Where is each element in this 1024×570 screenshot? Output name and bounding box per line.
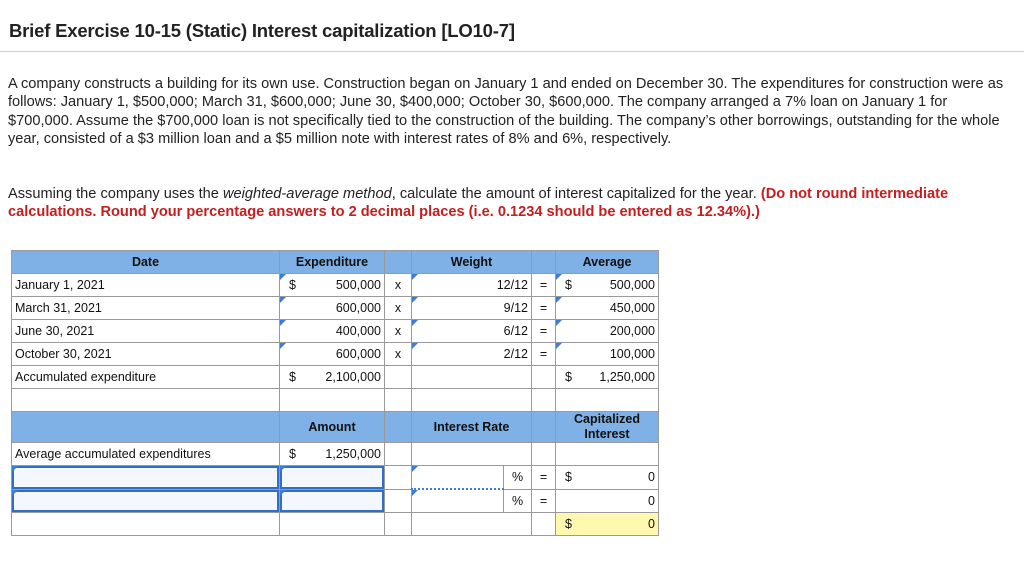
header-expenditure: Expenditure (280, 251, 385, 274)
date-cell: January 1, 2021 (12, 274, 280, 297)
amount-input[interactable] (280, 489, 385, 513)
percent-sign: % (504, 489, 532, 513)
header-blank (12, 412, 280, 443)
page-title: Brief Exercise 10-15 (Static) Interest capitalization [LO10-7] (9, 20, 515, 41)
problem-description: A company constructs a building for its own use. Construction began on January 1 and ended on December 30. The expenditures for construction were as follows: January 1, $500,000; March 31, $600,000; June 30, $400,000; October 30, $600,000. The company arranged a 7% loan on January 1 for $700,000. Assume the $700,000 loan is not specifically tied to the construction of the building. The company’s other borrowings, outstanding for the whole year, consisted of a $3 million loan and a $5 million note with interest rates of 8% and 6%, respectively. (8, 76, 1004, 147)
rate-input[interactable] (412, 466, 504, 490)
empty-cell (412, 366, 532, 389)
title-divider (0, 51, 1024, 52)
header-blank (532, 251, 556, 274)
empty-cell (412, 513, 532, 536)
method-emphasis: weighted-average method (222, 186, 392, 202)
multiply-sign: x (385, 343, 412, 366)
capitalized-interest-value: $ 0 (556, 466, 659, 490)
date-cell: June 30, 2021 (12, 320, 280, 343)
total-expenditure: $ 2,100,000 (280, 366, 385, 389)
equals-sign: = (532, 274, 556, 297)
header-blank (385, 412, 412, 443)
header-weight: Weight (412, 251, 532, 274)
percent-sign: % (504, 466, 532, 490)
header-blank (385, 251, 412, 274)
equals-sign: = (532, 466, 556, 490)
header-capitalized-interest: Capitalized Interest (556, 412, 659, 443)
header-interest-rate: Interest Rate (412, 412, 532, 443)
average-accumulated-amount: $ 1,250,000 (280, 443, 385, 466)
table-row (12, 466, 659, 490)
multiply-sign: x (385, 320, 412, 343)
table-row (12, 297, 659, 320)
header-blank (532, 412, 556, 443)
expenditure-input[interactable]: 600,000 (280, 297, 385, 320)
table2-header-row (12, 412, 659, 443)
multiply-sign: x (385, 297, 412, 320)
multiply-sign: x (385, 274, 412, 297)
table-row (12, 320, 659, 343)
spacer-row (12, 389, 659, 412)
expenditure-input[interactable]: 400,000 (280, 320, 385, 343)
average-input[interactable]: 200,000 (556, 320, 659, 343)
table-row (12, 443, 659, 466)
weight-input[interactable]: 2/12 (412, 343, 532, 366)
total-capitalized-interest: $ 0 (556, 513, 659, 536)
interest-capitalization-worksheet (11, 250, 659, 536)
row-label: Average accumulated expenditures (12, 443, 280, 466)
table-row (12, 489, 659, 513)
empty-cell (385, 366, 412, 389)
table-row-total (12, 513, 659, 536)
label-input[interactable] (12, 466, 280, 490)
equals-sign: = (532, 320, 556, 343)
table1-header-row (12, 251, 659, 274)
header-amount: Amount (280, 412, 385, 443)
empty-cell (385, 489, 412, 513)
amount-input[interactable] (280, 466, 385, 490)
empty-cell (532, 513, 556, 536)
empty-cell (385, 466, 412, 490)
weight-input[interactable]: 6/12 (412, 320, 532, 343)
average-input[interactable]: 450,000 (556, 297, 659, 320)
empty-cell (532, 366, 556, 389)
empty-cell (385, 513, 412, 536)
rate-input[interactable] (412, 489, 504, 513)
total-label: Accumulated expenditure (12, 366, 280, 389)
equals-sign: = (532, 343, 556, 366)
capitalized-interest-value: 0 (556, 489, 659, 513)
empty-cell (280, 513, 385, 536)
empty-cell (12, 513, 280, 536)
equals-sign: = (532, 297, 556, 320)
header-date: Date (12, 251, 280, 274)
table-row-total (12, 366, 659, 389)
weight-input[interactable]: 12/12 (412, 274, 532, 297)
average-input[interactable]: $ 500,000 (556, 274, 659, 297)
average-input[interactable]: 100,000 (556, 343, 659, 366)
label-input[interactable] (12, 489, 280, 513)
expenditure-input[interactable]: $ 500,000 (280, 274, 385, 297)
weight-input[interactable]: 9/12 (412, 297, 532, 320)
date-cell: October 30, 2021 (12, 343, 280, 366)
table-row (12, 343, 659, 366)
date-cell: March 31, 2021 (12, 297, 280, 320)
problem-instructions (8, 185, 1013, 222)
header-average: Average (556, 251, 659, 274)
rounding-instruction: (Do not round intermediate calculations. Round your percentage answers to 2 decimal places (i.e. 0.1234 should be entered as 12.34%).) (8, 186, 949, 221)
total-average: $ 1,250,000 (556, 366, 659, 389)
table-row (12, 274, 659, 297)
equals-sign: = (532, 489, 556, 513)
instruction-text: Assuming the company uses the (8, 186, 223, 202)
expenditure-input[interactable]: 600,000 (280, 343, 385, 366)
instruction-text-cont: , calculate the amount of interest capitalized for the year. (391, 186, 761, 202)
